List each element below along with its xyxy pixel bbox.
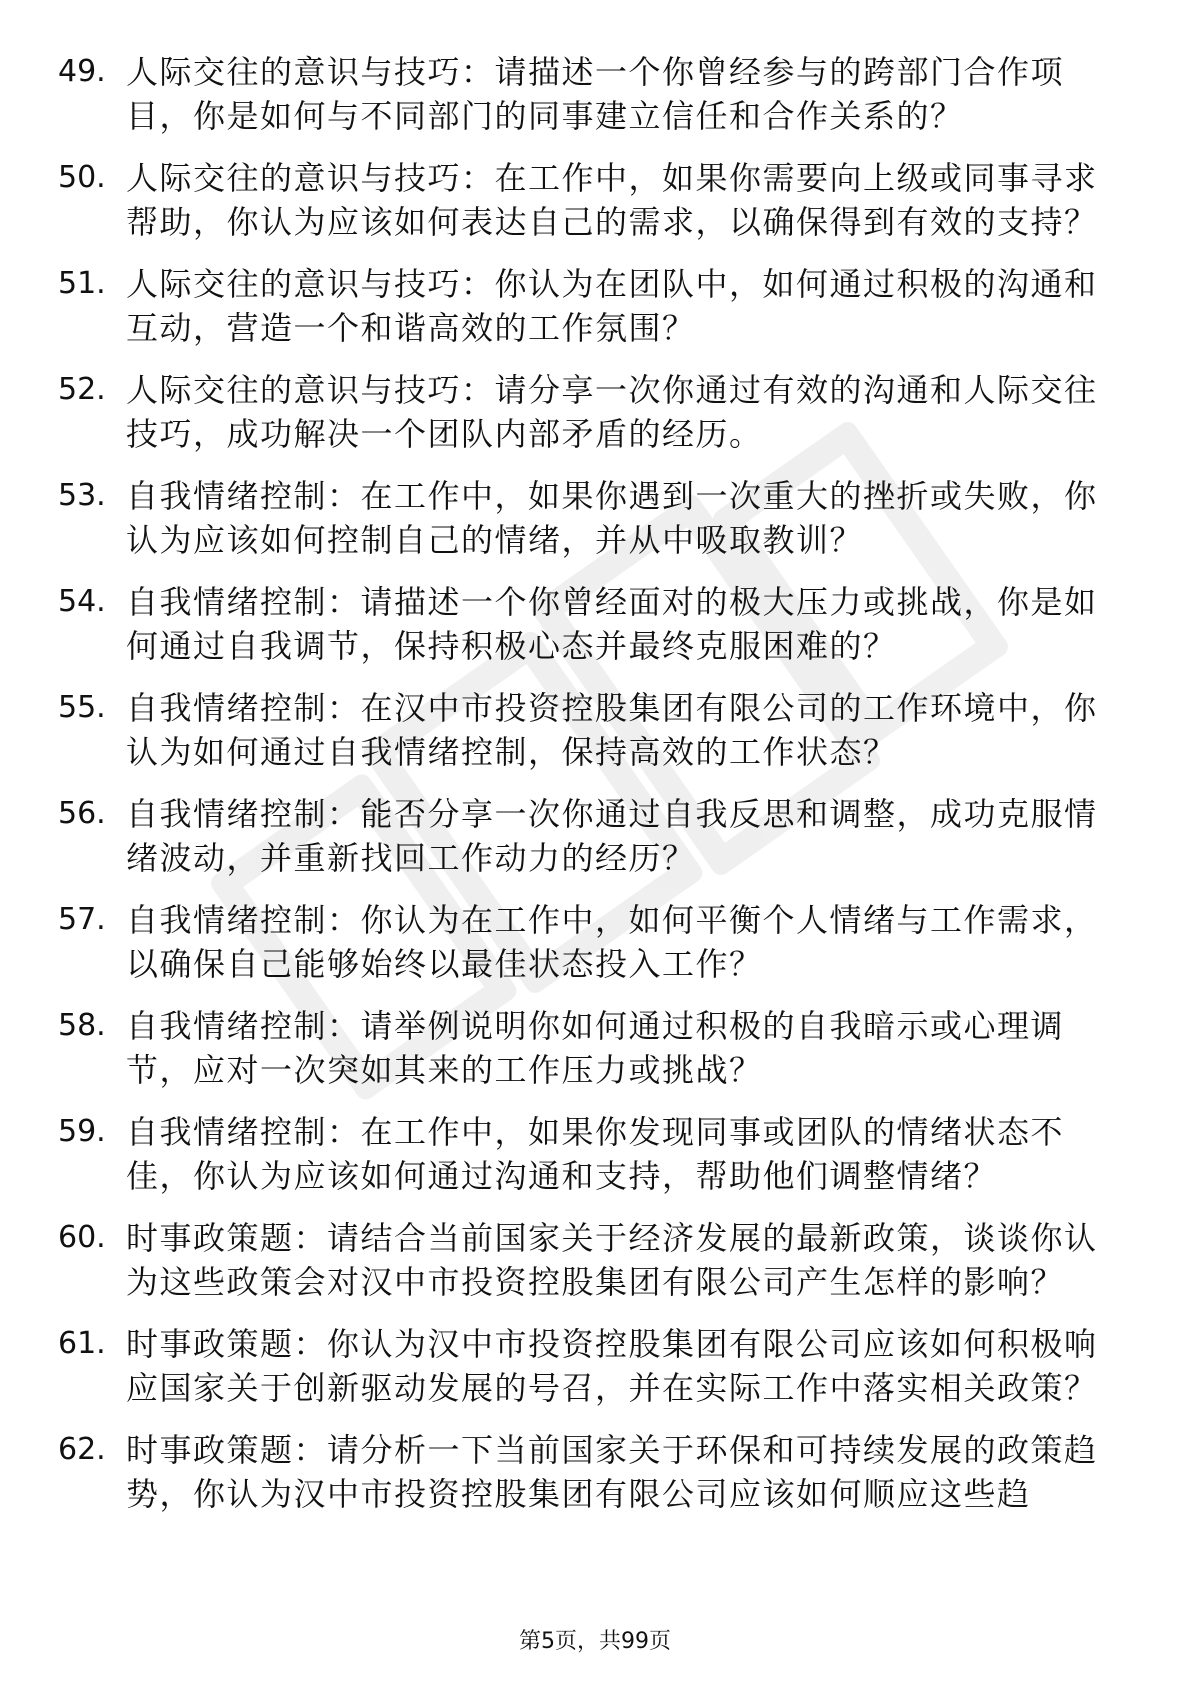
question-number: 55. — [58, 690, 106, 725]
question-item — [0, 368, 1190, 456]
question-text: 人际交往的意识与技巧：在工作中，如果你需要向上级或同事寻求帮助，你认为应该如何表达自己的需求，以确保得到有效的支持？ — [126, 159, 1098, 241]
question-item — [0, 1428, 1190, 1516]
question-item — [0, 580, 1190, 668]
question-number: 54. — [58, 584, 106, 619]
question-item — [0, 50, 1190, 138]
question-item — [0, 792, 1190, 880]
question-item — [0, 1322, 1190, 1410]
question-text: 人际交往的意识与技巧：请描述一个你曾经参与的跨部门合作项目，你是如何与不同部门的同事建立信任和合作关系的？ — [126, 53, 1065, 135]
question-list — [0, 50, 1190, 1534]
question-item — [0, 1110, 1190, 1198]
question-item — [0, 1004, 1190, 1092]
question-text: 自我情绪控制：在汉中市投资控股集团有限公司的工作环境中，你认为如何通过自我情绪控制，保持高效的工作状态？ — [126, 689, 1098, 771]
question-text: 时事政策题：请分析一下当前国家关于环保和可持续发展的政策趋势，你认为汉中市投资控股集团有限公司应该如何顺应这些趋 — [126, 1431, 1098, 1513]
question-number: 61. — [58, 1326, 106, 1361]
page-number-label: 第5页，共99页 — [519, 1629, 671, 1654]
question-number: 58. — [58, 1008, 106, 1043]
question-number: 60. — [58, 1220, 106, 1255]
question-item — [0, 262, 1190, 350]
question-text: 自我情绪控制：请描述一个你曾经面对的极大压力或挑战，你是如何通过自我调节，保持积极心态并最终克服困难的？ — [126, 583, 1098, 665]
question-number: 52. — [58, 372, 106, 407]
question-number: 49. — [58, 54, 106, 89]
question-text: 自我情绪控制：你认为在工作中，如何平衡个人情绪与工作需求，以确保自己能够始终以最佳状态投入工作？ — [126, 901, 1098, 983]
page-footer — [0, 1627, 1190, 1657]
question-number: 51. — [58, 266, 106, 301]
question-text: 自我情绪控制：能否分享一次你通过自我反思和调整，成功克服情绪波动，并重新找回工作动力的经历？ — [126, 795, 1098, 877]
question-number: 62. — [58, 1432, 106, 1467]
question-number: 59. — [58, 1114, 106, 1149]
question-text: 自我情绪控制：在工作中，如果你遇到一次重大的挫折或失败，你认为应该如何控制自己的情绪，并从中吸取教训？ — [126, 477, 1098, 559]
question-text: 时事政策题：请结合当前国家关于经济发展的最新政策，谈谈你认为这些政策会对汉中市投资控股集团有限公司产生怎样的影响？ — [126, 1219, 1098, 1301]
question-item — [0, 156, 1190, 244]
question-item — [0, 474, 1190, 562]
question-number: 50. — [58, 160, 106, 195]
question-number: 56. — [58, 796, 106, 831]
question-number: 53. — [58, 478, 106, 513]
question-text: 自我情绪控制：在工作中，如果你发现同事或团队的情绪状态不佳，你认为应该如何通过沟通和支持，帮助他们调整情绪？ — [126, 1113, 1065, 1195]
question-item — [0, 686, 1190, 774]
question-item — [0, 1216, 1190, 1304]
question-text: 人际交往的意识与技巧：你认为在团队中，如何通过积极的沟通和互动，营造一个和谐高效的工作氛围？ — [126, 265, 1098, 347]
question-item — [0, 898, 1190, 986]
question-number: 57. — [58, 902, 106, 937]
question-text: 人际交往的意识与技巧：请分享一次你通过有效的沟通和人际交往技巧，成功解决一个团队内部矛盾的经历。 — [126, 371, 1098, 453]
question-text: 时事政策题：你认为汉中市投资控股集团有限公司应该如何积极响应国家关于创新驱动发展的号召，并在实际工作中落实相关政策？ — [126, 1325, 1098, 1407]
question-text: 自我情绪控制：请举例说明你如何通过积极的自我暗示或心理调节，应对一次突如其来的工作压力或挑战？ — [126, 1007, 1065, 1089]
